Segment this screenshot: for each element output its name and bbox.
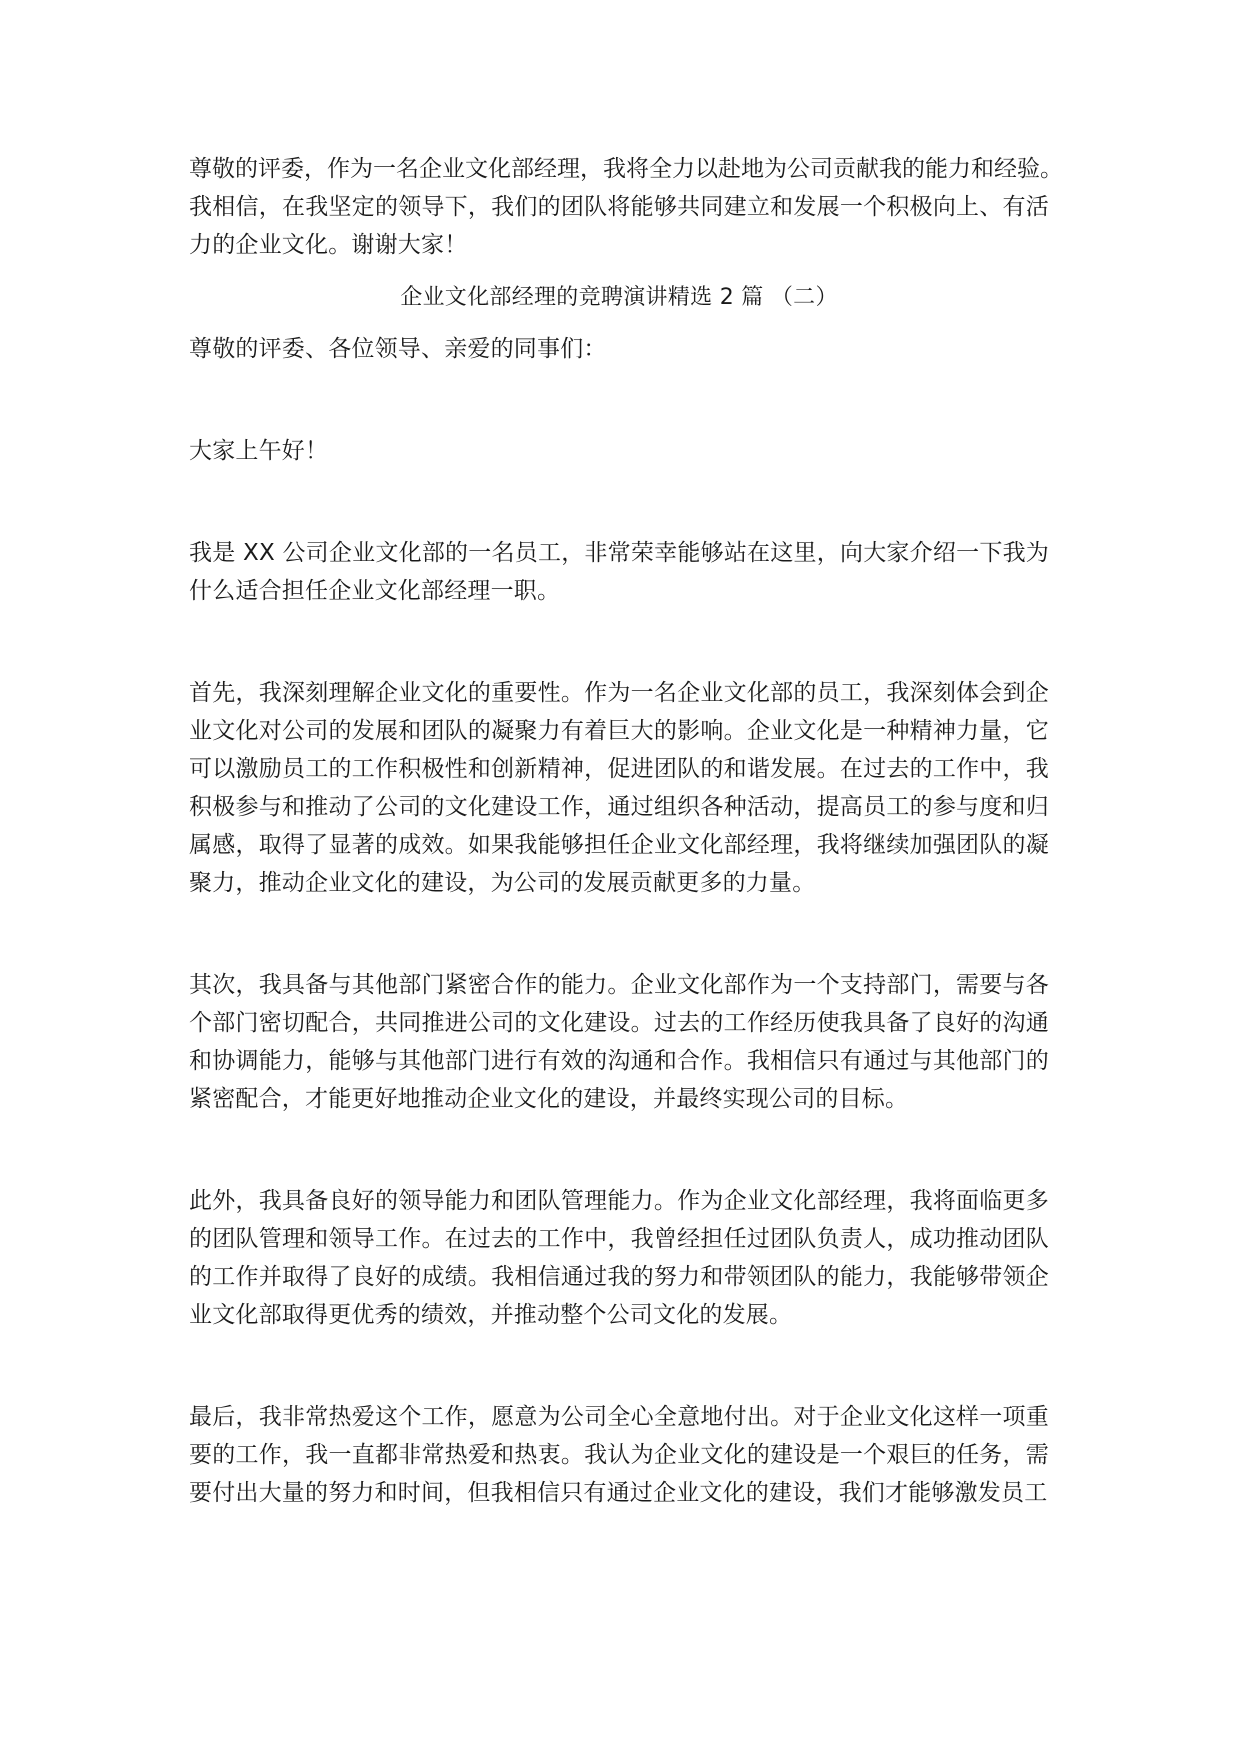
paragraph-introduction: 我是 XX 公司企业文化部的一名员工，非常荣幸能够站在这里，向大家介绍一下我为什么适合担任企业文化部经理一职。 — [189, 540, 1049, 604]
paragraph-final-point: 最后，我非常热爱这个工作，愿意为公司全心全意地付出。对于企业文化这样一项重要的工作，我一直都非常热爱和热衷。我认为企业文化的建设是一个艰巨的任务，需要付出大量的努力和时间，但我相信只有通过企业文化的建设，我们才能够激发员工 — [189, 1404, 1049, 1506]
intro-line: 尊敬的评委，作为一名企业文化部经理，我将全力以赴地为公司贡献我的能力和经验。 — [189, 156, 1063, 182]
paragraph-first-point: 首先，我深刻理解企业文化的重要性。作为一名企业文化部的员工，我深刻体会到企业文化对公司的发展和团队的凝聚力有着巨大的影响。企业文化是一种精神力量，它可以激励员工的工作积极性和创新精神，促进团队的和谐发展。在过去的工作中，我积极参与和推动了公司的文化建设工作，通过组织各种活动，提高员工的参与度和归属感，取得了显著的成效。如果我能够担任企业文化部经理，我将继续加强团队的凝聚力，推动企业文化的建设，为公司的发展贡献更多的力量。 — [189, 680, 1049, 896]
intro-closing-paragraph: 我相信，在我坚定的领导下，我们的团队将能够共同建立和发展一个积极向上、有活力的企业文化。谢谢大家！ — [189, 194, 1049, 258]
section-title: 企业文化部经理的竞聘演讲精选 2 篇 （二） — [400, 285, 838, 310]
document-body — [189, 150, 1063, 1512]
greeting: 大家上午好！ — [189, 438, 329, 464]
paragraph-second-point: 其次，我具备与其他部门紧密合作的能力。企业文化部作为一个支持部门，需要与各个部门密切配合，共同推进公司的文化建设。过去的工作经历使我具备了良好的沟通和协调能力，能够与其他部门进行有效的沟通和合作。我相信只有通过与其他部门的紧密配合，才能更好地推动企业文化的建设，并最终实现公司的目标。 — [189, 972, 1049, 1112]
paragraph-third-point: 此外，我具备良好的领导能力和团队管理能力。作为企业文化部经理，我将面临更多的团队管理和领导工作。在过去的工作中，我曾经担任过团队负责人，成功推动团队的工作并取得了良好的成绩。我相信通过我的努力和带领团队的能力，我能够带领企业文化部取得更优秀的绩效，并推动整个公司文化的发展。 — [189, 1188, 1049, 1328]
salutation: 尊敬的评委、各位领导、亲爱的同事们： — [189, 336, 607, 362]
intro-first-line — [189, 150, 1069, 188]
